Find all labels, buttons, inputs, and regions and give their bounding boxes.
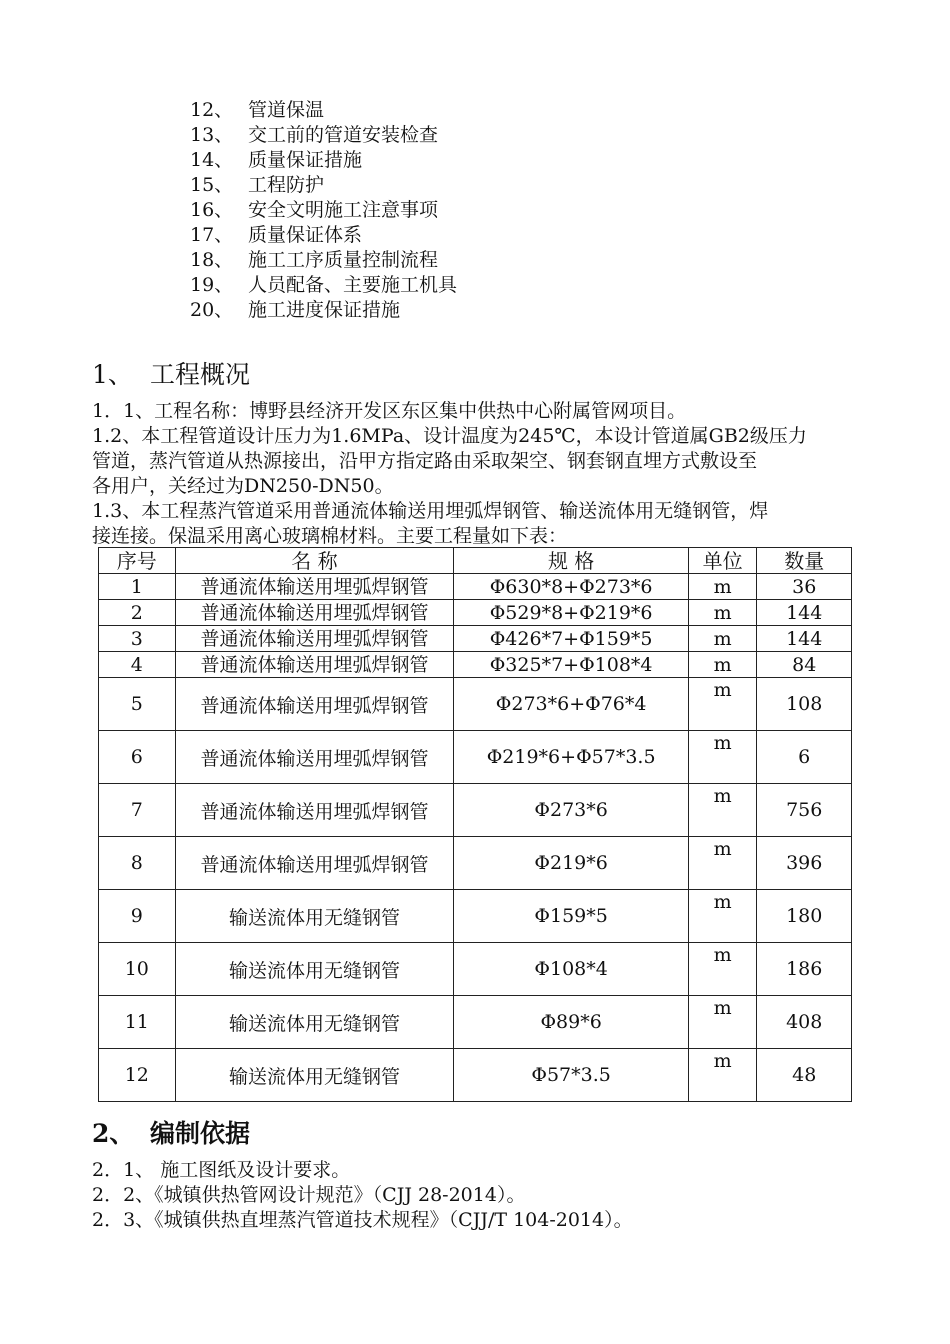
cell-no: 4	[99, 652, 176, 678]
toc-item-text: 交工前的管道安装检查	[248, 124, 439, 146]
cell-qty: 180	[757, 890, 852, 943]
cell-name: 普通流体输送用埋弧焊钢管	[175, 574, 454, 600]
toc-item-number: 15、	[190, 174, 234, 196]
table-row	[99, 626, 852, 652]
cell-no: 10	[99, 943, 176, 996]
cell-no: 9	[99, 890, 176, 943]
toc-item-number: 20、	[190, 299, 234, 321]
table-row	[99, 652, 852, 678]
paragraph-line: 接连接。保温采用离心玻璃棉材料。主要工程量如下表：	[92, 525, 568, 547]
cell-qty: 408	[757, 996, 852, 1049]
cell-unit: m	[688, 626, 757, 652]
toc-item-text: 质量保证措施	[248, 149, 363, 171]
table-row	[99, 600, 852, 626]
quantities-table	[98, 547, 852, 1102]
section-number: 1、	[92, 360, 133, 389]
cell-no: 11	[99, 996, 176, 1049]
header-qty: 数量	[757, 548, 852, 574]
toc-item	[190, 273, 690, 298]
toc-item-text: 质量保证体系	[248, 224, 363, 246]
cell-spec: Φ159*5	[454, 890, 688, 943]
cell-name: 普通流体输送用埋弧焊钢管	[175, 600, 454, 626]
table-row	[99, 890, 852, 943]
table-of-contents	[190, 98, 690, 323]
header-unit: 单位	[688, 548, 757, 574]
cell-spec: Φ108*4	[454, 943, 688, 996]
cell-spec: Φ89*6	[454, 996, 688, 1049]
cell-qty: 48	[757, 1049, 852, 1102]
cell-unit: m	[688, 678, 757, 731]
reference-item: 2．3、《城镇供热直埋蒸汽管道技术规程》（CJJ/T 104-2014）。	[92, 1209, 633, 1231]
toc-item	[190, 98, 690, 123]
table-row	[99, 678, 852, 731]
cell-spec: Φ273*6+Φ76*4	[454, 678, 688, 731]
section-2-heading	[92, 1117, 250, 1151]
toc-item-number: 19、	[190, 274, 234, 296]
cell-spec: Φ57*3.5	[454, 1049, 688, 1102]
cell-no: 2	[99, 600, 176, 626]
toc-item	[190, 123, 690, 148]
cell-name: 输送流体用无缝钢管	[175, 996, 454, 1049]
toc-item-number: 16、	[190, 199, 234, 221]
cell-qty: 108	[757, 678, 852, 731]
table-row	[99, 1049, 852, 1102]
toc-item-number: 14、	[190, 149, 234, 171]
toc-item-text: 安全文明施工注意事项	[248, 199, 439, 221]
cell-qty: 396	[757, 837, 852, 890]
cell-unit: m	[688, 574, 757, 600]
cell-no: 6	[99, 731, 176, 784]
cell-qty: 144	[757, 600, 852, 626]
cell-spec: Φ273*6	[454, 784, 688, 837]
cell-unit: m	[688, 837, 757, 890]
cell-name: 普通流体输送用埋弧焊钢管	[175, 731, 454, 784]
toc-item-number: 13、	[190, 124, 234, 146]
header-spec: 规 格	[454, 548, 688, 574]
toc-item-text: 管道保温	[248, 99, 325, 121]
cell-unit: m	[688, 943, 757, 996]
paragraph-line: 1.2、本工程管道设计压力为1.6MPa、设计温度为245℃，本设计管道属GB2级压力	[92, 425, 807, 447]
cell-name: 普通流体输送用埋弧焊钢管	[175, 626, 454, 652]
toc-item	[190, 148, 690, 173]
section-title: 编制依据	[150, 1119, 251, 1148]
cell-name: 输送流体用无缝钢管	[175, 1049, 454, 1102]
table-row	[99, 837, 852, 890]
cell-no: 8	[99, 837, 176, 890]
cell-name: 普通流体输送用埋弧焊钢管	[175, 652, 454, 678]
cell-no: 12	[99, 1049, 176, 1102]
cell-qty: 186	[757, 943, 852, 996]
cell-spec: Φ426*7+Φ159*5	[454, 626, 688, 652]
toc-item-number: 18、	[190, 249, 234, 271]
toc-item-number: 12、	[190, 99, 234, 121]
paragraph-line: 1．1、工程名称：博野县经济开发区东区集中供热中心附属管网项目。	[92, 400, 687, 422]
cell-unit: m	[688, 996, 757, 1049]
cell-spec: Φ219*6	[454, 837, 688, 890]
table-row	[99, 731, 852, 784]
toc-item	[190, 298, 690, 323]
toc-item-text: 人员配备、主要施工机具	[248, 274, 458, 296]
cell-qty: 36	[757, 574, 852, 600]
toc-item-text: 施工进度保证措施	[248, 299, 401, 321]
cell-name: 普通流体输送用埋弧焊钢管	[175, 837, 454, 890]
references-list	[92, 1158, 892, 1233]
cell-unit: m	[688, 600, 757, 626]
cell-qty: 144	[757, 626, 852, 652]
section-number: 2、	[92, 1119, 135, 1148]
cell-qty: 6	[757, 731, 852, 784]
section-title: 工程概况	[150, 360, 251, 389]
toc-item	[190, 223, 690, 248]
toc-item	[190, 173, 690, 198]
cell-unit: m	[688, 652, 757, 678]
cell-name: 输送流体用无缝钢管	[175, 890, 454, 943]
cell-name: 普通流体输送用埋弧焊钢管	[175, 784, 454, 837]
cell-name: 普通流体输送用埋弧焊钢管	[175, 678, 454, 731]
cell-spec: Φ325*7+Φ108*4	[454, 652, 688, 678]
table-row	[99, 784, 852, 837]
table-row	[99, 943, 852, 996]
toc-item	[190, 198, 690, 223]
cell-spec: Φ219*6+Φ57*3.5	[454, 731, 688, 784]
header-name: 名 称	[175, 548, 454, 574]
cell-qty: 756	[757, 784, 852, 837]
reference-item: 2．2、《城镇供热管网设计规范》（CJJ 28-2014）。	[92, 1184, 526, 1206]
cell-qty: 84	[757, 652, 852, 678]
cell-no: 1	[99, 574, 176, 600]
table-row	[99, 574, 852, 600]
cell-no: 3	[99, 626, 176, 652]
toc-item-text: 施工工序质量控制流程	[248, 249, 439, 271]
toc-item-number: 17、	[190, 224, 234, 246]
header-no: 序号	[99, 548, 176, 574]
cell-unit: m	[688, 890, 757, 943]
cell-unit: m	[688, 731, 757, 784]
cell-no: 7	[99, 784, 176, 837]
cell-spec: Φ529*8+Φ219*6	[454, 600, 688, 626]
cell-unit: m	[688, 1049, 757, 1102]
cell-unit: m	[688, 784, 757, 837]
paragraph-line: 1.3、本工程蒸汽管道采用普通流体输送用埋弧焊钢管、输送流体用无缝钢管，焊	[92, 500, 769, 522]
reference-item: 2．1、 施工图纸及设计要求。	[92, 1159, 351, 1181]
project-overview-paragraph	[92, 399, 862, 549]
section-1-heading	[92, 358, 250, 392]
toc-item-text: 工程防护	[248, 174, 325, 196]
toc-item	[190, 248, 690, 273]
cell-name: 输送流体用无缝钢管	[175, 943, 454, 996]
table-row	[99, 996, 852, 1049]
table-header-row	[99, 548, 852, 574]
cell-spec: Φ630*8+Φ273*6	[454, 574, 688, 600]
paragraph-line: 管道，蒸汽管道从热源接出，沿甲方指定路由采取架空、钢套钢直埋方式敷设至	[92, 450, 758, 472]
cell-no: 5	[99, 678, 176, 731]
paragraph-line: 各用户，关经过为DN250-DN50。	[92, 475, 394, 497]
